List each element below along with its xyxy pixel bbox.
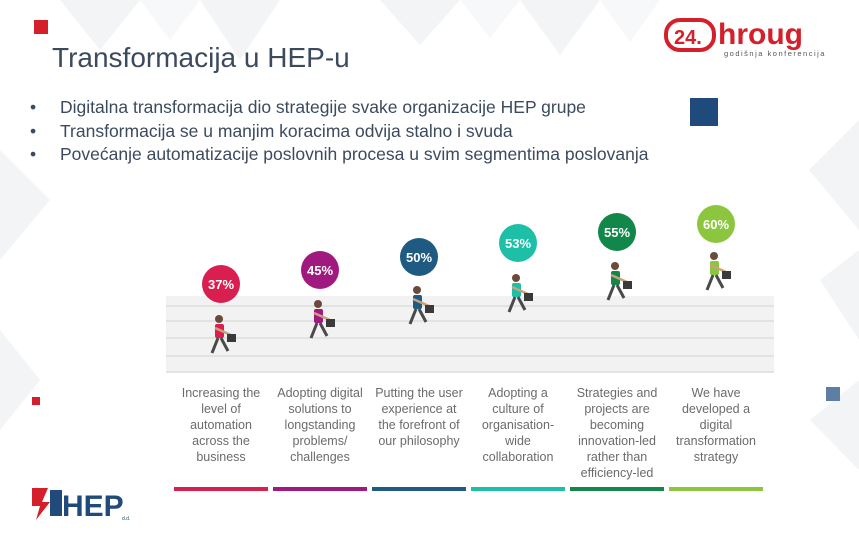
percent-label: 50% — [405, 250, 433, 265]
step-underline — [174, 487, 268, 491]
step-label: Putting the user experience at the forefront of our philosophy — [375, 386, 463, 448]
bullet-marker: • — [30, 97, 37, 117]
step-underline — [372, 487, 466, 491]
track-lanes — [166, 296, 774, 372]
step-underline — [471, 487, 565, 491]
percent-label: 45% — [306, 263, 334, 278]
step-underline — [273, 487, 367, 491]
percent-label: 60% — [702, 217, 730, 232]
step-label: We have developed a digital transformation strategy — [676, 386, 756, 464]
step-label: Adopting digital solutions to longstanding problems/ challenges — [277, 386, 363, 464]
step-label: Adopting a culture of organisation-wide collaboration — [481, 386, 555, 464]
percent-label: 55% — [603, 225, 631, 240]
hep-logo — [32, 486, 142, 522]
step-underline — [570, 487, 664, 491]
conference-tagline: godišnja konferencija — [724, 49, 826, 58]
step-underline — [669, 487, 763, 491]
percent-label: 53% — [504, 236, 532, 251]
runner-figure-icon — [608, 262, 632, 300]
step-label: Increasing the level of automation across the business — [181, 386, 261, 464]
hep-lightning-icon — [32, 488, 50, 520]
conference-number: 24. — [674, 27, 702, 49]
bullet-marker: • — [30, 120, 37, 141]
runner-figure-icon — [707, 252, 731, 290]
slide-title: Transformacija u HEP-u — [52, 42, 350, 73]
bullet-text: Digitalna transformacija dio strategije svake organizacije HEP grupe — [60, 97, 586, 117]
hep-suffix: d.d. — [122, 516, 131, 522]
conference-name: hroug — [718, 18, 803, 51]
step-label: Strategies and projects are becoming innovation-led rather than efficiency-led — [576, 386, 658, 480]
percent-label: 37% — [207, 277, 235, 292]
bullet-marker: • — [30, 144, 37, 164]
bullet-text: Transformacija se u manjim koracima odvija stalno i svuda — [60, 120, 513, 141]
hep-name: HEP — [62, 490, 124, 522]
bullet-text: Povećanje automatizacije poslovnih procesa u svim segmentima poslovanja — [60, 144, 649, 164]
